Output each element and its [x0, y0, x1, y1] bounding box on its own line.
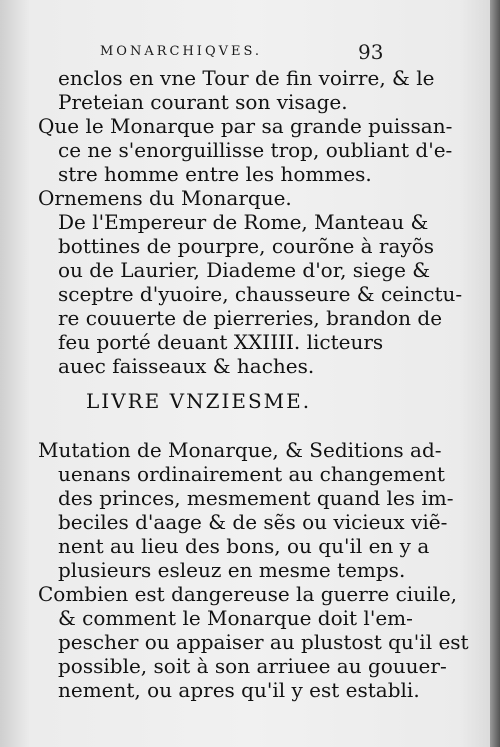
text-line: auec faisseaux & haches. [58, 354, 315, 378]
text-line: plusieurs esleuz en mesme temps. [58, 558, 406, 582]
text-line: feu porté deuant XXIIII. licteurs [58, 330, 384, 354]
book-heading: LIVRE VNZIESME. [86, 389, 312, 413]
text-line: uenans ordinairement au changement [58, 462, 445, 486]
text-line: pescher ou appaiser au plustost qu'il est [58, 630, 469, 654]
text-line: beciles d'aage & de sẽs ou vicieux viẽ- [58, 510, 448, 534]
text-line: nement, ou apres qu'il y est establi. [58, 678, 420, 702]
text-line: re couuerte de pierreries, brandon de [58, 306, 443, 330]
text-line: enclos en vne Tour de fin voirre, & le [58, 66, 435, 90]
text-line: Combien est dangereuse la guerre ciuile, [38, 582, 458, 606]
page-edge [490, 0, 500, 747]
text-line: Ornemens du Monarque. [38, 186, 292, 210]
running-head [100, 40, 480, 64]
text-line: bottines de pourpre, courõne à rayõs [58, 234, 435, 258]
running-head-title: MONARCHIQVES. [100, 44, 263, 59]
text-line: ou de Laurier, Diademe d'or, siege & [58, 258, 431, 282]
text-line: Mutation de Monarque, & Seditions ad- [38, 438, 442, 462]
text-line: nent au lieu des bons, ou qu'il en y a [58, 534, 430, 558]
text-line: De l'Empereur de Rome, Manteau & [58, 210, 429, 234]
text-line: sceptre d'yuoire, chausseure & ceinctu- [58, 282, 463, 306]
text-line: des princes, mesmement quand les im- [58, 486, 454, 510]
text-line: & comment le Monarque doit l'em- [58, 606, 413, 630]
text-line: possible, soit à son arriuee au gouuer- [58, 654, 447, 678]
text-line: Que le Monarque par sa grande puissan- [38, 114, 453, 138]
page-number: 93 [358, 40, 384, 64]
text-line: stre homme entre les hommes. [58, 162, 372, 186]
text-line: Preteian courant son visage. [58, 90, 348, 114]
text-line: ce ne s'enorguillisse trop, oubliant d'e- [58, 138, 453, 162]
